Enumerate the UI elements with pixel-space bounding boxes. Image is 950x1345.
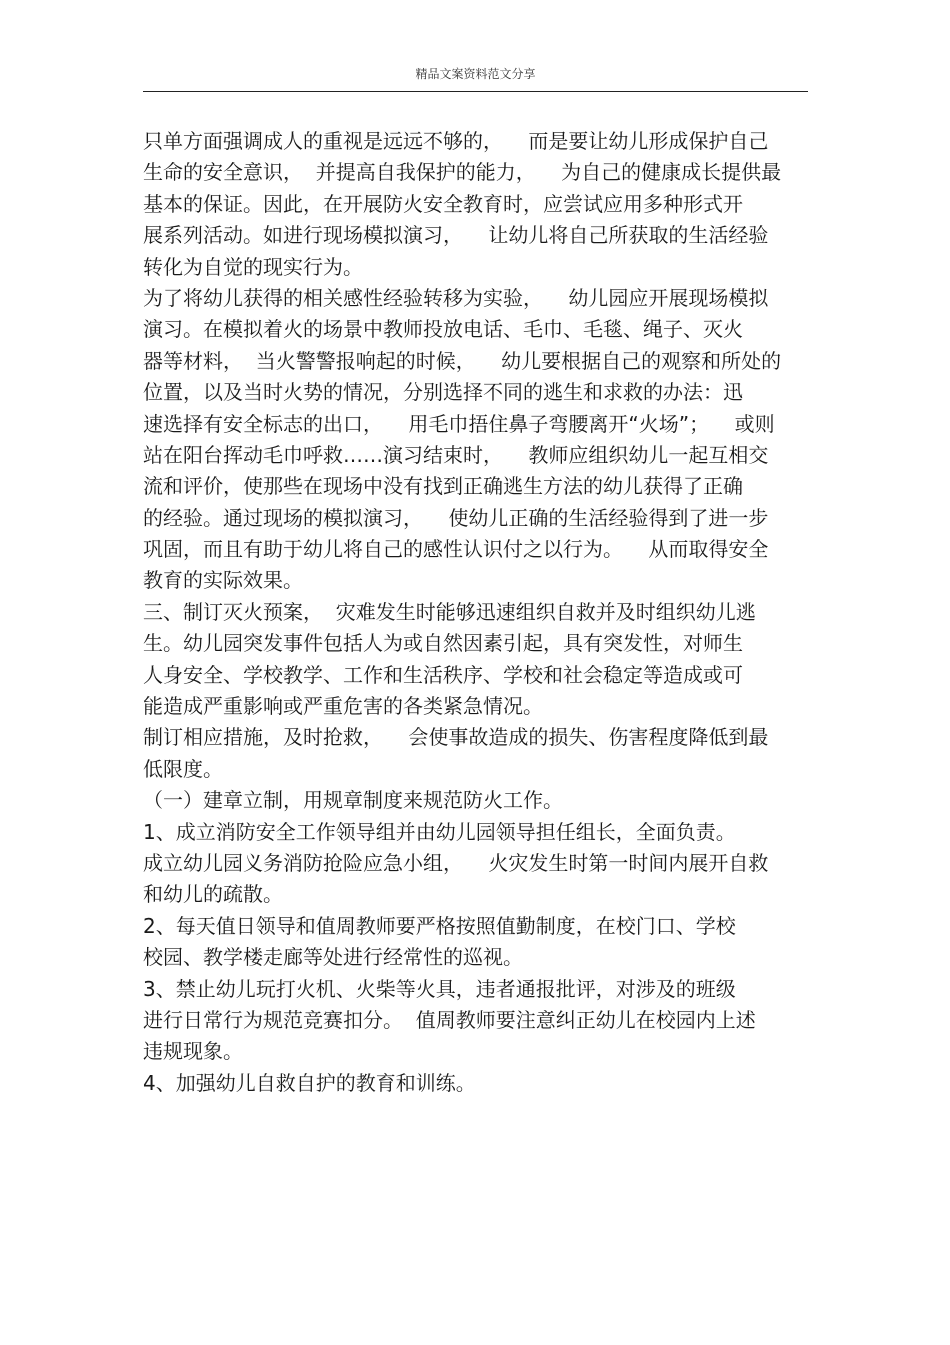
text-line: 展系列活动。如进行现场模拟演习， 让幼儿将自己所获取的生活经验 <box>143 223 769 248</box>
text-line: 成立幼儿园义务消防抢险应急小组， 火灾发生时第一时间内展开自救 <box>143 850 769 875</box>
text-line: 制订相应措施，及时抢救， 会使事故造成的损失、伤害程度降低到最 <box>143 725 769 750</box>
text-line: 的经验。通过现场的模拟演习， 使幼儿正确的生活经验得到了进一步 <box>143 505 769 530</box>
text-line: 转化为自觉的现实行为。 <box>143 254 363 279</box>
text-line: 2、每天值日领导和值周教师要严格按照值勤制度，在校门口、学校 <box>143 913 736 938</box>
text-line: 三、制订灭火预案， 灾难发生时能够迅速组织自救并及时组织幼儿逃 <box>143 599 756 624</box>
text-line: 生。幼儿园突发事件包括人为或自然因素引起，具有突发性，对师生 <box>143 631 743 656</box>
text-line: 人身安全、学校教学、工作和生活秩序、学校和社会稳定等造成或可 <box>143 662 743 687</box>
text-line: 巩固，而且有助于幼儿将自己的感性认识付之以行为。 从而取得安全 <box>143 537 769 562</box>
text-line: 3、禁止幼儿玩打火机、火柴等火具，违者通报批评，对涉及的班级 <box>143 976 736 1001</box>
text-line: （一）建章立制，用规章制度来规范防火工作。 <box>143 788 563 813</box>
header-divider <box>143 91 808 92</box>
text-line: 生命的安全意识， 并提高自我保护的能力， 为自己的健康成长提供最 <box>143 160 782 185</box>
text-line: 只单方面强调成人的重视是远远不够的， 而是要让幼儿形成保护自己 <box>143 129 769 153</box>
text-line: 1、成立消防安全工作领导组并由幼儿园领导担任组长，全面负责。 <box>143 819 736 844</box>
document-body <box>143 126 823 1099</box>
text-line: 低限度。 <box>143 756 223 781</box>
text-line: 校园、教学楼走廊等处进行经常性的巡视。 <box>143 945 523 970</box>
text-line: 违规现象。 <box>143 1039 243 1064</box>
text-line: 位置，以及当时火势的情况，分别选择不同的逃生和求救的办法：迅 <box>143 380 743 405</box>
text-line: 能造成严重影响或严重危害的各类紧急情况。 <box>143 694 543 719</box>
text-line: 为了将幼儿获得的相关感性经验转移为实验， 幼儿园应开展现场模拟 <box>143 285 769 310</box>
text-line: 站在阳台挥动毛巾呼救……演习结束时， 教师应组织幼儿一起互相交 <box>143 442 769 467</box>
text-line: 器等材料， 当火警警报响起的时候， 幼儿要根据自己的观察和所处的 <box>143 348 782 373</box>
text-line: 基本的保证。因此，在开展防火安全教育时，应尝试应用多种形式开 <box>143 191 743 216</box>
text-line: 演习。在模拟着火的场景中教师投放电话、毛巾、毛毯、绳子、灭火 <box>143 317 743 342</box>
text-line: 速选择有安全标志的出口， 用毛巾捂住鼻子弯腰离开“火场”； 或则 <box>143 411 775 436</box>
page-header: 精品文案资料范文分享 <box>415 67 536 81</box>
text-line: 进行日常行为规范竞赛扣分。 值周教师要注意纠正幼儿在校园内上述 <box>143 1007 756 1032</box>
text-line: 流和评价，使那些在现场中没有找到正确逃生方法的幼儿获得了正确 <box>143 474 743 499</box>
text-line: 4、加强幼儿自救自护的教育和训练。 <box>143 1070 476 1095</box>
text-line: 教育的实际效果。 <box>143 568 303 593</box>
text-line: 和幼儿的疏散。 <box>143 882 283 907</box>
